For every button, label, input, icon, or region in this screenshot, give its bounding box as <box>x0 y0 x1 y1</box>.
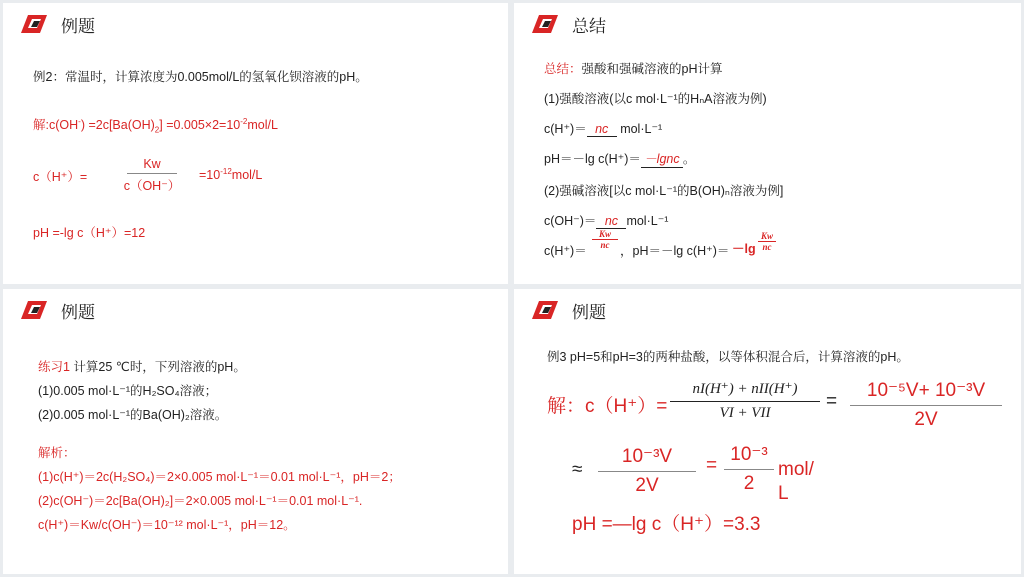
question-text: 例2：常温时，计算浓度为0.005mol/L的氢氧化钡溶液的pH。 <box>33 70 368 84</box>
red-parallelogram-logo-icon <box>21 15 47 33</box>
h-concentration-result: $=10^{-12}mol/L$ <box>199 167 263 183</box>
exercise-part-1: (1)0.005 mol·L⁻¹的H₂SO₄溶液； <box>38 384 218 398</box>
exercise-question: 练习1 计算25 ℃时，下列溶液的pH。 <box>38 360 246 374</box>
fraction-numerator: Kw <box>143 157 161 171</box>
panel-title: 例题 <box>61 16 95 36</box>
panel-header <box>532 297 606 323</box>
moles-over-volume-fraction: nI(H⁺) + nII(H⁺) VI + VII <box>670 379 820 422</box>
panel-header <box>532 11 606 37</box>
base-ph-label: ，pH＝－lg c(H⁺)＝ <box>620 244 730 258</box>
acid-h-line: c(H⁺)＝ nc mol·L⁻¹ <box>544 122 663 136</box>
base-oh-line: c(OH⁻)＝ nc mol·L⁻¹ <box>544 214 669 228</box>
question-text: 例3 pH=5和pH=3的两种盐酸，以等体积混合后，计算溶液的pH。 <box>547 350 909 364</box>
solution-label: 解：c（H⁺）= <box>547 396 668 417</box>
kw-fraction <box>121 157 183 194</box>
base-ph-answer-fraction: Kw nc <box>758 231 776 252</box>
red-parallelogram-logo-icon <box>532 301 558 319</box>
base-h-fraction: Kw nc <box>592 229 618 250</box>
unit-mol: mol/ <box>778 459 814 480</box>
fraction-denominator: c（OH⁻） <box>123 179 181 193</box>
panel-example-3 <box>514 289 1021 574</box>
result-fraction: 10⁻³ 2 <box>724 443 774 495</box>
ph-result: pH =-lg c（H⁺）=12 <box>33 226 146 240</box>
acid-ph-line: pH＝－lg c(H⁺)＝ －lgnc 。 <box>544 149 695 168</box>
analysis-line-2: (2)c(OH⁻)＝2c[Ba(OH)₂]＝2×0.005 mol·L⁻¹＝0.01 mol·L⁻¹. <box>38 494 363 508</box>
solution-oh-line: 解:c(OH-) $=2c[Ba(OH)_2] =0.005\times 2=10^{-2}mol/L$ <box>33 116 278 135</box>
analysis-line-3: c(H⁺)＝Kw/c(OH⁻)＝10⁻¹² mol·L⁻¹，pH＝12。 <box>38 518 296 532</box>
red-parallelogram-logo-icon <box>21 301 47 319</box>
exercise-part-2: (2)0.005 mol·L⁻¹的Ba(OH)₂溶液。 <box>38 408 228 422</box>
panel-example-2 <box>3 3 508 284</box>
approx-fraction: 10⁻³V 2V <box>598 445 696 497</box>
base-heading: (2)强碱溶液[以c mol·L⁻¹的B(OH)ₙ溶液为例] <box>544 184 784 198</box>
red-parallelogram-logo-icon <box>532 15 558 33</box>
equals-sign: = <box>826 391 838 412</box>
ph-result: pH =—lg c（H⁺）=3.3 <box>572 514 761 535</box>
panel-title: 例题 <box>572 302 606 322</box>
base-h-label: c(H⁺)＝ <box>544 244 587 258</box>
acid-heading: (1)强酸溶液(以c mol·L⁻¹的HₙA溶液为例) <box>544 92 767 106</box>
approx-sign: ≈ <box>572 459 583 480</box>
panel-title: 例题 <box>61 302 95 322</box>
panel-title: 总结 <box>572 16 606 36</box>
panel-exercise-1 <box>3 289 508 574</box>
base-ph-answer-prefix: －lg <box>732 242 756 256</box>
analysis-heading: 解析： <box>38 446 76 460</box>
summary-line: 总结：强酸和强碱溶液的pH计算 <box>544 62 723 76</box>
panel-summary <box>514 3 1021 284</box>
equals-sign-2: = <box>706 455 718 476</box>
volume-sum-fraction: 10⁻⁵V+ 10⁻³V 2V <box>850 379 1002 431</box>
panel-header <box>21 11 95 37</box>
analysis-line-1: (1)c(H⁺)＝2c(H₂SO₄)＝2×0.005 mol·L⁻¹＝0.01 mol·L⁻¹，pH＝2； <box>38 470 401 484</box>
h-concentration-label: c（H⁺）= <box>33 170 88 184</box>
panel-header <box>21 297 95 323</box>
unit-l: L <box>778 483 789 504</box>
